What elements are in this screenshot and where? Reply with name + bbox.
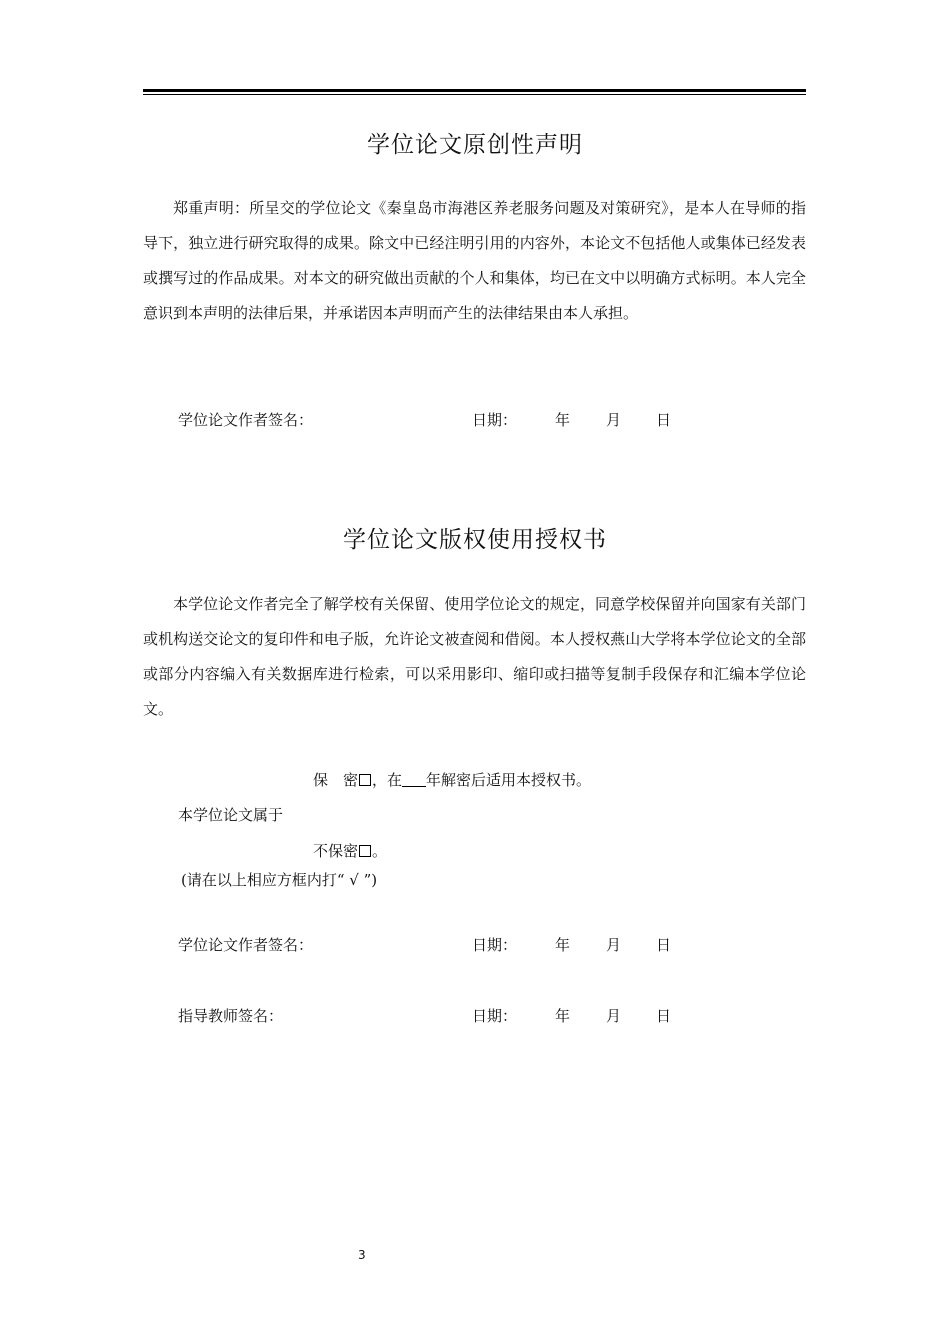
- belongs-label: 本学位论文属于: [178, 806, 284, 824]
- checkbox-instruction: (请在以上相应方框内打“ √ ”): [181, 871, 378, 889]
- years-blank[interactable]: [402, 772, 426, 787]
- month-label: 月: [606, 936, 622, 954]
- not-secret-suffix: 。: [372, 842, 388, 860]
- header-rule-thin: [143, 94, 806, 95]
- author-signature-label: 学位论文作者签名：: [178, 936, 314, 954]
- year-label: 年: [555, 936, 571, 954]
- secret-checkbox[interactable]: [359, 774, 371, 786]
- declaration-body: 郑重声明：所呈交的学位论文《秦皇岛市海港区养老服务问题及对策研究》，是本人在导师的指导下，独立进行研究取得的成果。除文中已经注明引用的内容外，本论文不包括他人或集体已经发表或撰写过的作品成果。对本文的研究做出贡献的个人和集体，均已在文中以明确方式标明。本人完全意识到本声明的法律后果，并承诺因本声明而产生的法律结果由本人承担。: [143, 199, 806, 322]
- authorization-body: 本学位论文作者完全了解学校有关保留、使用学位论文的规定，同意学校保留并向国家有关部门或机构送交论文的复印件和电子版，允许论文被查阅和借阅。本人授权燕山大学将本学位论文的全部或部分内容编入有关数据库进行检索，可以采用影印、缩印或扫描等复制手段保存和汇编本学位论文。: [143, 595, 806, 718]
- day-label: 日: [656, 936, 672, 954]
- year-label: 年: [555, 411, 571, 429]
- not-secret-checkbox[interactable]: [359, 845, 371, 857]
- secret-label: 保 密: [313, 771, 359, 789]
- secret-suffix-2: 年解密后适用本授权书。: [426, 771, 592, 789]
- author-signature-label: 学位论文作者签名：: [178, 411, 314, 429]
- not-secret-option: [313, 840, 387, 861]
- authorization-title: 学位论文版权使用授权书: [343, 527, 607, 553]
- date-label: 日期：: [472, 936, 518, 954]
- page-number: 3: [358, 1248, 366, 1262]
- declaration-signature-row: [178, 409, 698, 431]
- month-label: 月: [606, 1007, 622, 1025]
- year-label: 年: [555, 1007, 571, 1025]
- day-label: 日: [656, 411, 672, 429]
- secret-suffix-1: ，在: [372, 771, 403, 789]
- advisor-signature-label: 指导教师签名：: [178, 1007, 284, 1025]
- date-label: 日期：: [472, 411, 518, 429]
- header-rule-thick: [143, 89, 806, 92]
- day-label: 日: [656, 1007, 672, 1025]
- month-label: 月: [606, 411, 622, 429]
- declaration-title: 学位论文原创性声明: [367, 132, 583, 158]
- author-signature-row: [178, 934, 698, 956]
- date-label: 日期：: [472, 1007, 518, 1025]
- advisor-signature-row: [178, 1005, 698, 1027]
- secret-option: [313, 769, 591, 790]
- not-secret-label: 不保密: [313, 842, 359, 860]
